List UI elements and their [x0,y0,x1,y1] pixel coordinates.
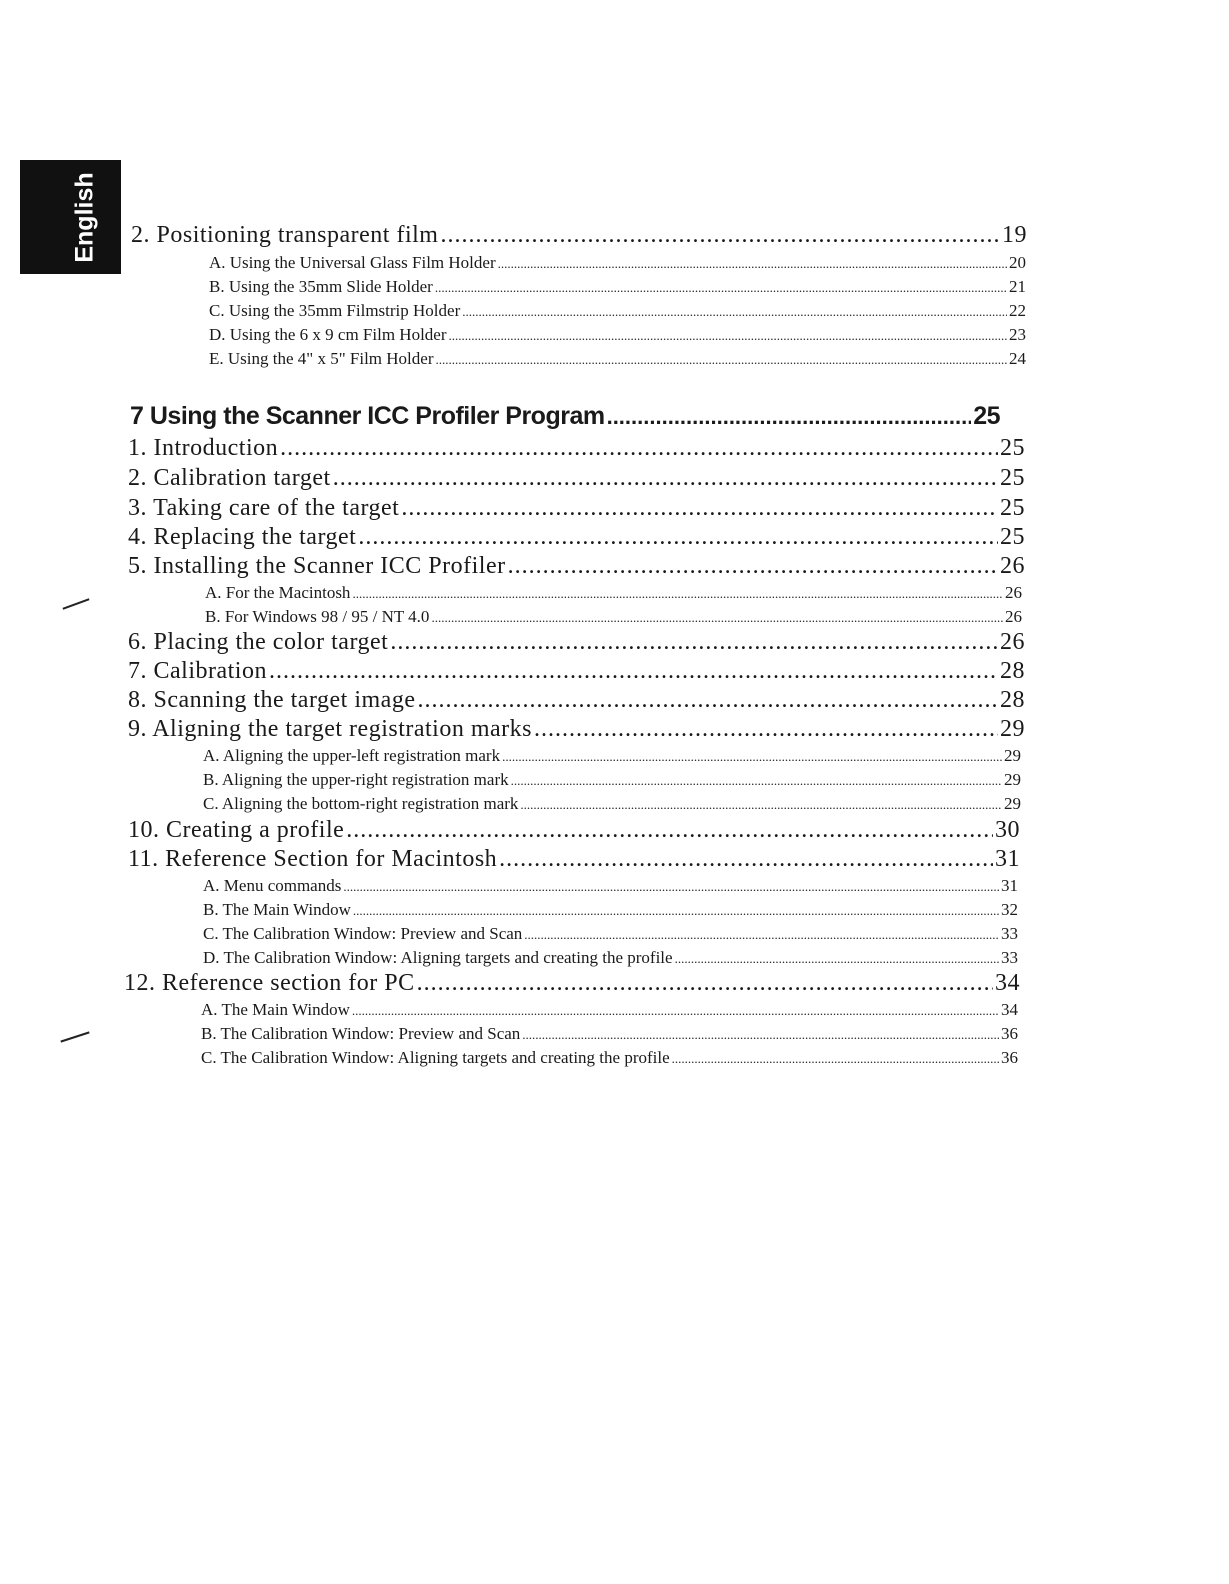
scan-speck [63,598,90,609]
toc-entry-label: E. Using the 4" x 5" Film Holder [209,349,434,368]
toc-entry[interactable] [128,553,1025,580]
toc-entry-label: A. Using the Universal Glass Film Holder [209,253,496,272]
toc-entry-page: 26 [1000,629,1025,655]
toc-entry[interactable] [128,435,1025,462]
leader-dots [508,553,998,580]
toc-entry-label: 9. Aligning the target registration marks [128,716,532,742]
toc-entry-page: 28 [1000,658,1025,684]
toc-entry-page: 29 [1004,770,1021,789]
toc-entry-page: 26 [1000,553,1025,579]
leader-dots [269,658,998,685]
toc-entry[interactable] [128,716,1025,743]
toc-entry-label: 4. Replacing the target [128,524,357,550]
toc-entry-page: 25 [1000,524,1025,550]
toc-subentry[interactable] [203,876,1018,896]
toc-entry-label: 2. Positioning transparent film [131,222,439,248]
toc-subentry[interactable] [203,746,1021,766]
toc-entry-label: D. The Calibration Window: Aligning targets and creating the profile [203,948,673,967]
toc-entry-page: 33 [1001,948,1018,967]
leader-dots [498,256,1007,272]
leader-dots [353,903,999,919]
toc-subentry[interactable] [201,1024,1018,1044]
toc-entry-page: 31 [995,846,1020,872]
leader-dots [524,927,999,943]
toc-entry-label: B. The Main Window [203,900,351,919]
leader-dots [346,817,993,844]
toc-entry-page: 31 [1001,876,1018,895]
leader-dots [401,495,998,522]
toc-subentry[interactable] [203,924,1018,944]
toc-entry-page: 22 [1009,301,1026,320]
toc-entry-page: 29 [1004,794,1021,813]
toc-entry-label: A. Aligning the upper-left registration mark [203,746,501,765]
toc-entry-label: C. The Calibration Window: Preview and Scan [203,924,523,943]
toc-subentry[interactable] [203,948,1018,968]
toc-entry-page: 29 [1000,716,1025,742]
toc-entry-page: 34 [995,970,1020,996]
leader-dots [502,749,1002,765]
leader-dots [333,465,998,492]
toc-subentry[interactable] [209,277,1026,297]
toc-entry-page: 20 [1009,253,1026,272]
toc-entry[interactable] [128,687,1025,714]
toc-entry-label: B. Aligning the upper-right registration mark [203,770,509,789]
leader-dots [280,435,998,462]
leader-dots [449,328,1007,344]
toc-entry-page: 34 [1001,1000,1018,1019]
toc-entry-label: D. Using the 6 x 9 cm Film Holder [209,325,447,344]
toc-subentry[interactable] [203,794,1021,814]
toc-subentry[interactable] [201,1000,1018,1020]
toc-entry-label: C. Using the 35mm Filmstrip Holder [209,301,461,320]
toc-entry-page: 25 [1000,495,1025,521]
toc-subentry[interactable] [201,1048,1018,1068]
leader-dots [462,304,1007,320]
leader-dots [352,1003,999,1019]
toc-subentry[interactable] [209,325,1026,345]
toc-subentry[interactable] [209,253,1026,273]
toc-entry-label: 3. Taking care of the target [128,495,400,521]
toc-entry-label: 6. Placing the color target [128,629,389,655]
toc-entry-page: 25 [1000,465,1025,491]
toc-entry-label: 1. Introduction [128,435,279,461]
toc-entry-label: C. Aligning the bottom-right registration mark [203,794,519,813]
toc-entry[interactable] [124,970,1020,997]
toc-subentry[interactable] [209,349,1026,369]
toc-entry-label: A. Menu commands [203,876,342,895]
toc-entry-page: 36 [1001,1024,1018,1043]
toc-subentry[interactable] [205,607,1022,627]
leader-dots [435,352,1007,368]
toc-entry[interactable] [128,524,1025,551]
leader-dots [675,951,999,967]
leader-dots [431,610,1003,626]
toc-entry-page: 25 [1000,435,1025,461]
toc-entry[interactable] [128,658,1025,685]
toc-entry-page: 19 [1002,222,1027,248]
toc-entry-page: 36 [1001,1048,1018,1067]
toc-entry[interactable] [128,629,1025,656]
toc-entry-page: 28 [1000,687,1025,713]
toc-entry-label: 7. Calibration [128,658,267,684]
chapter-heading-label: 7 Using the Scanner ICC Profiler Program [130,402,605,430]
toc-entry-label: A. The Main Window [201,1000,350,1019]
chapter-heading-page: 25 [973,402,1000,430]
leader-dots [417,687,998,714]
toc-entry-page: 26 [1005,607,1022,626]
language-tab-label: English [71,171,100,263]
toc-entry-page: 26 [1005,583,1022,602]
toc-entry-page: 30 [995,817,1020,843]
leader-dots [672,1051,999,1067]
toc-entry[interactable] [128,817,1020,844]
leader-dots [435,280,1007,296]
leader-dots [534,716,998,743]
toc-subentry[interactable] [209,301,1026,321]
toc-entry-label: B. The Calibration Window: Preview and Scan [201,1024,521,1043]
toc-entry-label: 12. Reference section for PC [124,970,415,996]
language-tab [20,160,121,274]
toc-entry-page: 33 [1001,924,1018,943]
toc-entry-label: B. Using the 35mm Slide Holder [209,277,433,296]
chapter-heading[interactable] [130,402,1000,431]
toc-entry-label: 10. Creating a profile [128,817,345,843]
toc-subentry[interactable] [203,770,1021,790]
leader-dots [499,846,993,873]
scan-speck [60,1031,89,1042]
toc-entry-label: 5. Installing the Scanner ICC Profiler [128,553,506,579]
toc-entry[interactable] [128,846,1020,873]
leader-dots [522,1027,999,1043]
leader-dots [520,797,1002,813]
leader-dots [390,629,998,656]
toc-entry[interactable] [131,222,1027,249]
toc-entry-label: B. For Windows 98 / 95 / NT 4.0 [205,607,430,626]
toc-subentry[interactable] [205,583,1022,603]
toc-entry-page: 29 [1004,746,1021,765]
leader-dots [440,222,1000,249]
toc-subentry[interactable] [203,900,1018,920]
toc-entry-page: 32 [1001,900,1018,919]
toc-entry-page: 23 [1009,325,1026,344]
leader-dots [358,524,998,551]
leader-dots [343,879,999,895]
leader-dots [607,404,972,430]
toc-entry-label: 2. Calibration target [128,465,331,491]
toc-entry[interactable] [128,465,1025,492]
leader-dots [352,586,1003,602]
toc-entry[interactable] [128,495,1025,522]
toc-entry-page: 24 [1009,349,1026,368]
toc-entry-label: A. For the Macintosh [205,583,351,602]
leader-dots [417,970,993,997]
toc-entry-page: 21 [1009,277,1026,296]
leader-dots [511,773,1002,789]
toc-entry-label: C. The Calibration Window: Aligning targets and creating the profile [201,1048,670,1067]
toc-entry-label: 11. Reference Section for Macintosh [128,846,498,872]
toc-entry-label: 8. Scanning the target image [128,687,416,713]
